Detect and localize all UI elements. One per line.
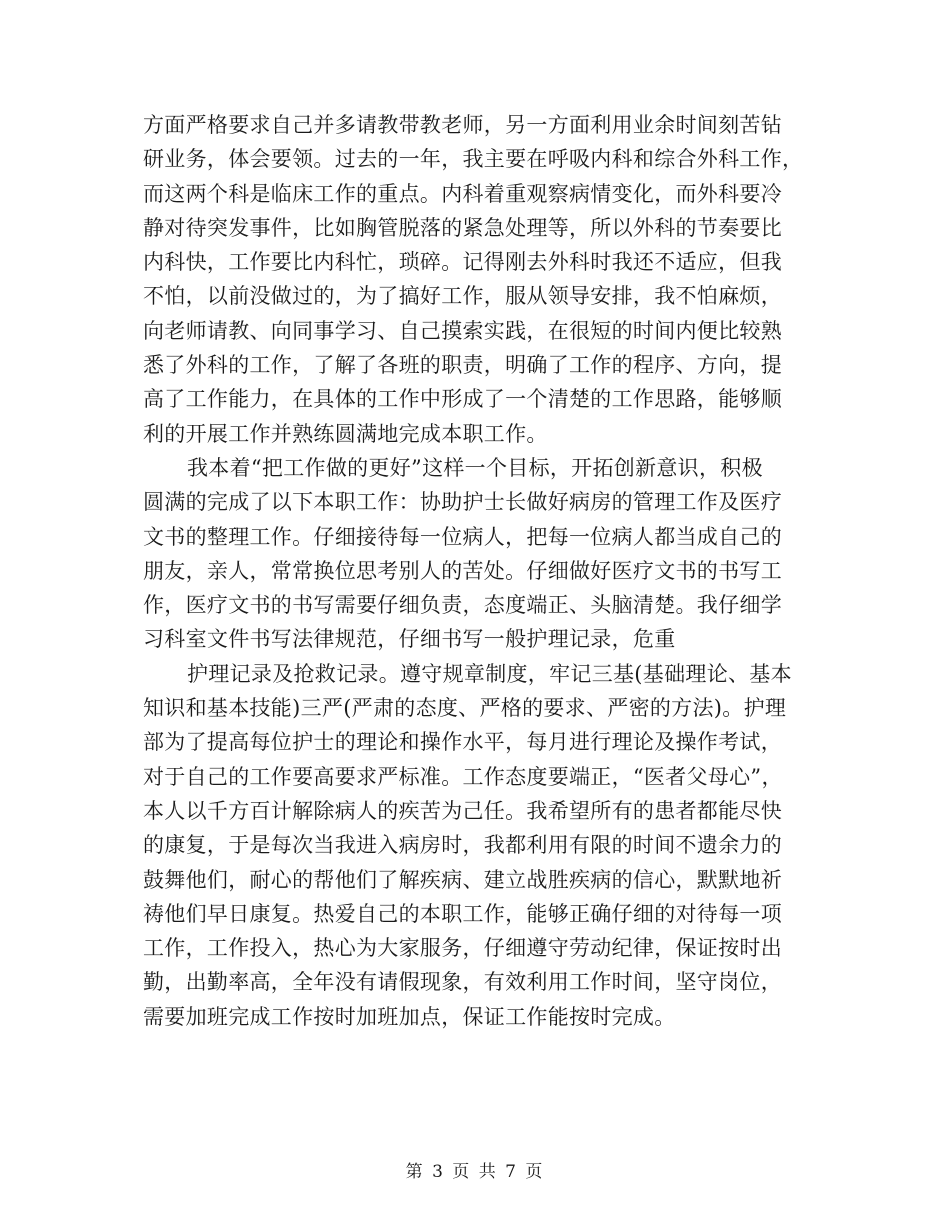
text-line: 的康复，于是每次当我进入病房时，我都利用有限的时间不遗余力的 [143,833,782,858]
text-line: 部为了提高每位护士的理论和操作水平，每月进行理论及操作考试， [143,730,782,755]
text-line: 向老师请教、向同事学习、自己摸索实践，在很短的时间内便比较熟 [143,318,782,343]
document-body [143,108,803,1034]
text-line: 利的开展工作并熟练圆满地完成本职工作。 [143,421,548,446]
text-line: 需要加班完成工作按时加班加点，保证工作能按时完成。 [143,1004,676,1029]
text-line: 朋友，亲人，常常换位思考别人的苦处。仔细做好医疗文书的书写工 [143,558,782,583]
text-line: 文书的整理工作。仔细接待每一位病人，把每一位病人都当成自己的 [143,524,782,549]
text-line: 而这两个科是临床工作的重点。内科着重观察病情变化，而外科要冷 [143,181,782,206]
paragraph-2 [143,451,803,657]
text-line: 内科快，工作要比内科忙，琐碎。记得刚去外科时我还不适应，但我 [143,250,782,275]
text-line: 方面严格要求自己并多请教带教老师，另一方面利用业余时间刻苦钻 [143,113,782,137]
text-line: 习科室文件书写法律规范，仔细书写一般护理记录，危重 [143,627,676,652]
text-line: 对于自己的工作要高要求严标准。工作态度要端正，“医者父母心”， [143,764,783,789]
text-line: 圆满的完成了以下本职工作：协助护士长做好病房的管理工作及医疗 [143,490,782,515]
text-line: 知识和基本技能)三严(严肃的态度、严格的要求、严密的方法)。护理 [143,696,787,721]
text-line: 勤，出勤率高，全年没有请假现象，有效利用工作时间，坚守岗位， [143,970,782,995]
paragraph-1 [143,108,803,451]
text-line: 不怕，以前没做过的，为了搞好工作，服从领导安排，我不怕麻烦， [143,284,782,309]
text-line: 我本着“把工作做的更好”这样一个目标，开拓创新意识，积极 [187,455,763,480]
text-line: 鼓舞他们，耐心的帮他们了解疾病、建立战胜疾病的信心，默默地祈 [143,867,782,892]
text-line: 研业务，体会要领。过去的一年，我主要在呼吸内科和综合外科工作， [143,147,804,172]
text-line: 护理记录及抢救记录。遵守规章制度，牢记三基(基础理论、基本 [187,661,792,686]
text-line: 工作，工作投入，热心为大家服务，仔细遵守劳动纪律，保证按时出 [143,936,782,961]
text-line: 静对待突发事件，比如胸管脱落的紧急处理等，所以外科的节奏要比 [143,215,782,240]
text-line: 悉了外科的工作，了解了各班的职责，明确了工作的程序、方向，提 [143,353,782,378]
text-line: 祷他们早日康复。热爱自己的本职工作，能够正确仔细的对待每一项 [143,901,782,926]
page-number: 第 3 页 共 7 页 [405,1162,545,1182]
paragraph-3 [143,657,803,1034]
text-line: 本人以千方百计解除病人的疾苦为己任。我希望所有的患者都能尽快 [143,798,782,823]
text-line: 作，医疗文书的书写需要仔细负责，态度端正、头脑清楚。我仔细学 [143,593,782,618]
text-line: 高了工作能力，在具体的工作中形成了一个清楚的工作思路，能够顺 [143,387,782,412]
